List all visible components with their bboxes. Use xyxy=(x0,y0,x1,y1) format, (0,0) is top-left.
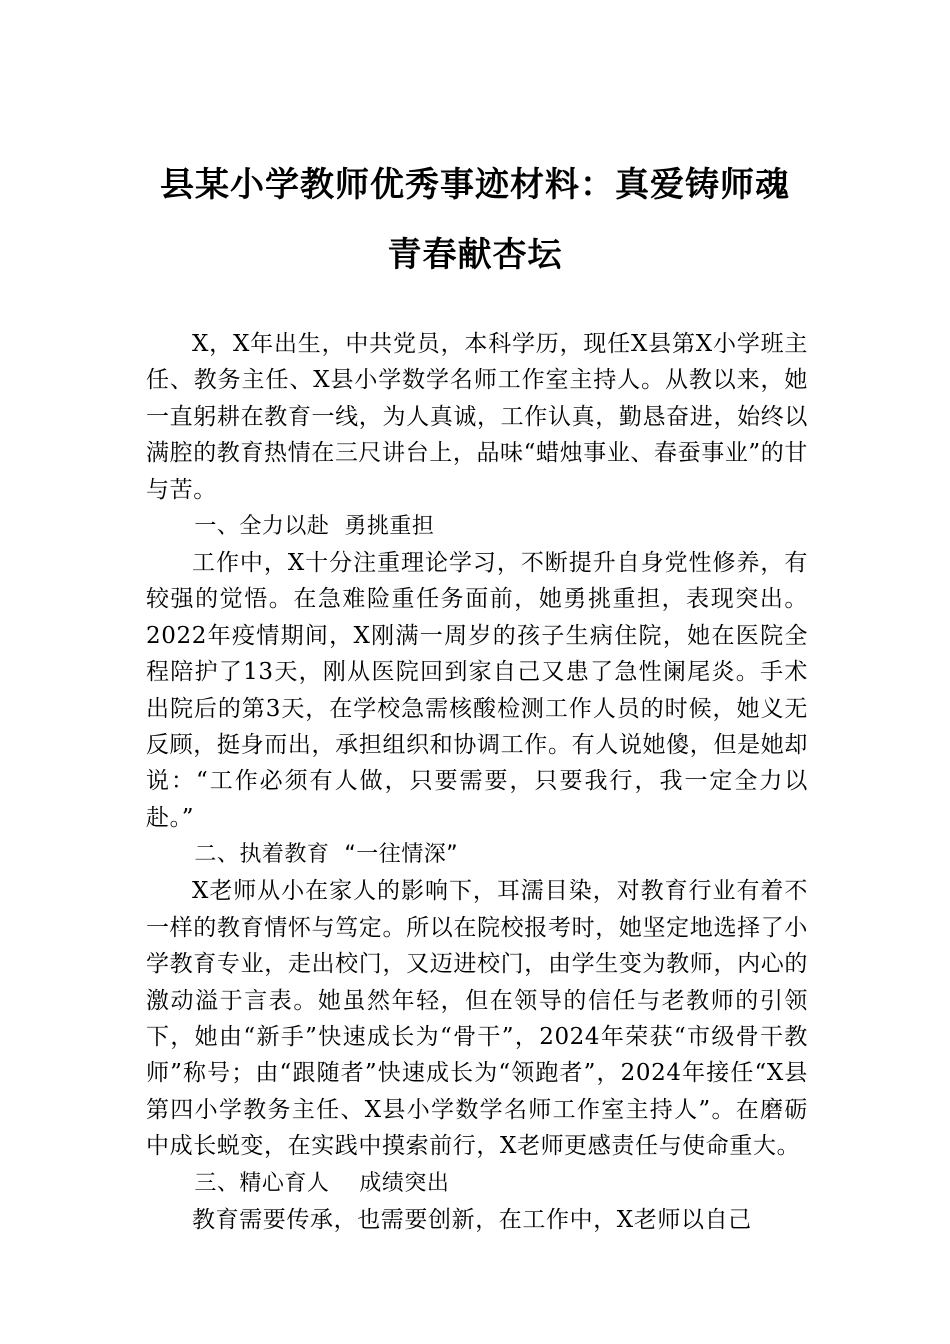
intro-paragraph: X，X年出生，中共党员，本科学历，现任X县第X小学班主任、教务主任、X县小学数学名师工作室主持人。从教以来，她一直躬耕在教育一线，为人真诚，工作认真，勤恳奋进，始终以满腔的教育热情在三尺讲台上，品味“蜡烛事业、春蚕事业”的甘与苦。 xyxy=(146,331,808,503)
document-body xyxy=(146,326,808,1238)
document-title-line1: 县某小学教师优秀事迹材料：真爱铸师魂 xyxy=(160,165,790,205)
section3-paragraph: 教育需要传承，也需要创新，在工作中，X老师以自己 xyxy=(192,1206,752,1233)
document-title-line2: 青春献杏坛 xyxy=(387,235,563,275)
section1-paragraph: 工作中，X十分注重理论学习，不断提升自身党性修养，有较强的觉悟。在急难险重任务面前，她勇挑重担，表现突出。2022年疫情期间，X刚满一周岁的孩子生病住院，她在医院全程陪护了13天，刚从医院回到家自己又患了急性阑尾炎。手术出院后的第3天，在学校急需核酸检测工作人员的时候，她义无反顾，挺身而出，承担组织和协调工作。有人说她傻，但是她却说：“工作必须有人做，只要需要，只要我行，我一定全力以赴。” xyxy=(146,550,808,831)
section2-heading: 二、执着教育 “一往情深” xyxy=(194,842,459,868)
section3-heading: 三、精心育人 成绩突出 xyxy=(194,1170,450,1196)
section2-paragraph: X老师从小在家人的影响下，耳濡目染，对教育行业有着不一样的教育情怀与笃定。所以在院校报考时，她坚定地选择了小学教育专业，走出校门，又迈进校门，由学生变为教师，内心的激动溢于言表。她虽然年轻，但在领导的信任与老教师的引领下，她由“新手”快速成长为“骨干”，2024年荣获“市级骨干教师”称号；由“跟随者”快速成长为“领跑者”，2024年接任“X县第四小学教务主任、X县小学数学名师工作室主持人”。在磨砺中成长蜕变，在实践中摸索前行，X老师更感责任与使命重大。 xyxy=(146,878,808,1160)
section1-heading: 一、全力以赴 勇挑重担 xyxy=(194,514,435,540)
